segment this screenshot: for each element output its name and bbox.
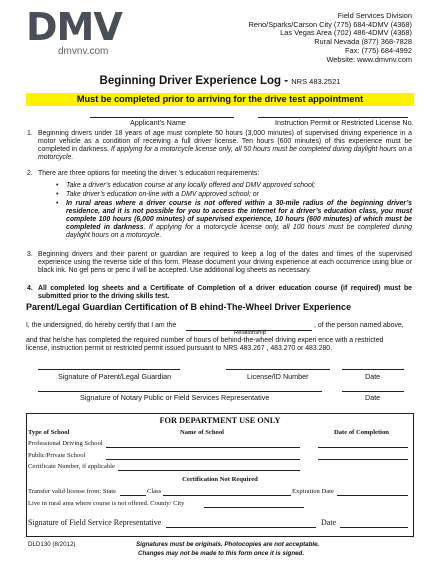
col-type-of-school: Type of School	[28, 429, 70, 436]
instruction-4-text: All completed log sheets and a Certificate of Completion of a driver education course (if required) must be submitted prior to the driving skills test.	[38, 285, 412, 300]
expiration-date-label: Expiration Date	[292, 488, 334, 495]
instruction-1-italic: If applying for a motorcycle license only, all 50 hours must be completed during daylight hours on a motorcycle.	[38, 145, 413, 161]
option-bullet-3: • In rural areas where a driver course is not offered within a 30-mile radius of the beginning driver’s residence, and it is not possible for you to access the internet for a driver’s education class, you must complete 100 hours (6,000 minutes) of supervised experience, 10 hours (600 minutes) of which must be completed in darkness. If applying for a motorcycle license only, all 100 hours must be completed during daylight hours on a motorcycle.	[56, 200, 412, 239]
date-label-1: Date	[365, 372, 381, 381]
date-line-1[interactable]	[342, 369, 404, 370]
form-nrs: NRS 483.2521	[291, 77, 341, 86]
footer-note-originals: Signatures must be originals. Photocopies are not acceptable.	[136, 541, 320, 548]
col-date-of-completion: Date of Completion	[334, 429, 389, 436]
contact-line: Rural Nevada (877) 368-7828	[314, 37, 412, 47]
class-line[interactable]	[163, 495, 291, 496]
contact-line: Website: www.dmvnv.com	[326, 54, 412, 64]
warning-banner: Must be completed prior to arriving for the drive test appointment	[26, 93, 414, 106]
instruction-3	[27, 251, 412, 275]
transfer-license-label: Transfer valid license from: State	[28, 488, 117, 495]
field-rep-date-line[interactable]	[340, 527, 408, 528]
col-name-of-school: Name of School	[180, 429, 224, 436]
relationship-label: Relationship	[234, 330, 266, 336]
option-3-bold: In rural areas where a driver course is not offered within a 30-mile radius of the beginning driver’s residence, and it is not possible for you to access the internet for a driver’s education class, you must complete 100 hours (6,000 minutes) of supervised experience, 10 hours (600 minutes) of which must be completed in darkness	[66, 200, 412, 231]
parent-signature-label: Signature of Parent/Legal Guardian	[58, 372, 172, 381]
option-2-text: Take driver’s education on-line with a DMV approved school; or	[66, 191, 259, 198]
form-code: DLD130 (8/2012)	[28, 541, 76, 548]
notary-signature-label: Signature of Notary Public or Field Services Representative	[80, 393, 270, 402]
option-3-italic: . If applying for a motorcycle license only, all 100 hours must be completed during daylight hours on a motorcycle.	[66, 223, 412, 239]
certification-heading: Parent/Legal Guardian Certification of B ehind-The-Wheel Driver Experience	[26, 302, 352, 312]
professional-school-date-line[interactable]	[318, 447, 408, 448]
contact-line: Las Vegas Area (702) 486-4DMV (4368)	[280, 28, 412, 38]
instruction-2-text: There are three options for meeting the driver ’s education requirements:	[38, 170, 260, 177]
instruction-number: 2.	[27, 170, 33, 177]
expiration-date-line[interactable]	[337, 495, 408, 496]
certification-text-1b: , of the person named above,	[314, 322, 404, 329]
instruction-number: 4.	[27, 285, 33, 292]
certificate-number-line[interactable]	[118, 470, 300, 471]
rural-area-label: Live in rural area where course is not offered. County/ City	[28, 500, 185, 507]
row-public-private-school: Public/Private School	[28, 452, 86, 459]
instruction-4	[27, 285, 412, 301]
instruction-1-text: Beginning drivers under 18 years of age must complete 50 hours (3,000 minutes) of supervised driving experience in a motor vehicle as a condition of receiving a full driver license. Ten hours (600 minutes) of this experience must be completed in darkness.	[38, 130, 412, 153]
field-rep-signature-label: Signature of Field Service Representative	[28, 518, 162, 527]
certification-text-2: and that he/she has completed the required number of hours of behind-the-wheel driving experi ence with a restricted license, instruction permit or restricted permit issued pursuant to NRS 483.267 , 483.270 or 483.280.	[26, 337, 384, 352]
certification-text-1: I, the undersigned, do hereby certify that I am the	[26, 322, 177, 329]
applicant-name-label: Applicant’s Name	[130, 118, 186, 127]
option-1-text: Take a driver’s education course at any locally offered and DMV approved school;	[66, 182, 316, 189]
field-rep-date-label: Date	[321, 518, 337, 527]
contact-line: Reno/Sparks/Carson City (775) 684-4DMV (4368)	[248, 19, 412, 29]
option-bullet-1: • Take a driver’s education course at any locally offered and DMV approved school;	[56, 182, 316, 189]
professional-school-name-line[interactable]	[106, 447, 300, 448]
permit-number-label: Instruction Permit or Restricted License No.	[275, 118, 414, 127]
certification-line-2	[26, 337, 392, 353]
certification-not-required: Certification Not Required	[182, 476, 258, 483]
option-bullet-2: • Take driver’s education on-line with a DMV approved school; or	[56, 191, 259, 198]
row-professional-school: Professional Driving School	[28, 440, 103, 447]
instruction-3-text: Beginning drivers and their parent or guardian are required to keep a log of the dates and times of the supervised experience using the reverse side of this form. Please document your driving experience at each occurrence using blue or black ink. No gel pens or penc il will be accepted. Use additional log sheets as necessary.	[38, 251, 412, 274]
instruction-2	[27, 170, 412, 178]
transfer-state-line[interactable]	[120, 495, 146, 496]
instruction-1	[27, 130, 413, 162]
license-id-label: License/ID Number	[247, 372, 309, 381]
parent-signature-line[interactable]	[38, 369, 180, 370]
dmv-logo: DMV	[26, 5, 122, 49]
date-line-2[interactable]	[342, 391, 404, 392]
instruction-number: 1.	[27, 130, 33, 137]
public-school-date-line[interactable]	[318, 459, 408, 460]
county-city-line[interactable]	[204, 507, 304, 508]
contact-block	[249, 12, 413, 64]
instruction-number: 3.	[27, 251, 33, 258]
footer-note-changes: Changes may not be made to this form once it is signed.	[138, 550, 305, 557]
row-certificate-number: Certificate Number, if applicable	[28, 463, 115, 470]
contact-line: Field Services Division	[337, 11, 412, 20]
form-title	[0, 75, 440, 87]
contact-line: Fax: (775) 684-4992	[345, 45, 412, 55]
notary-signature-line[interactable]	[38, 391, 322, 392]
field-rep-signature-line[interactable]	[166, 527, 316, 528]
class-label: Class	[147, 488, 162, 495]
form-title-text: Beginning Driver Experience Log -	[99, 75, 289, 87]
department-heading: FOR DEPARTMENT USE ONLY	[159, 416, 281, 425]
dmv-logo-url: dmvnv.com	[58, 46, 109, 57]
public-school-name-line[interactable]	[106, 459, 300, 460]
certification-line-1b	[314, 322, 424, 330]
date-label-2: Date	[365, 393, 381, 402]
license-id-line[interactable]	[226, 369, 330, 370]
